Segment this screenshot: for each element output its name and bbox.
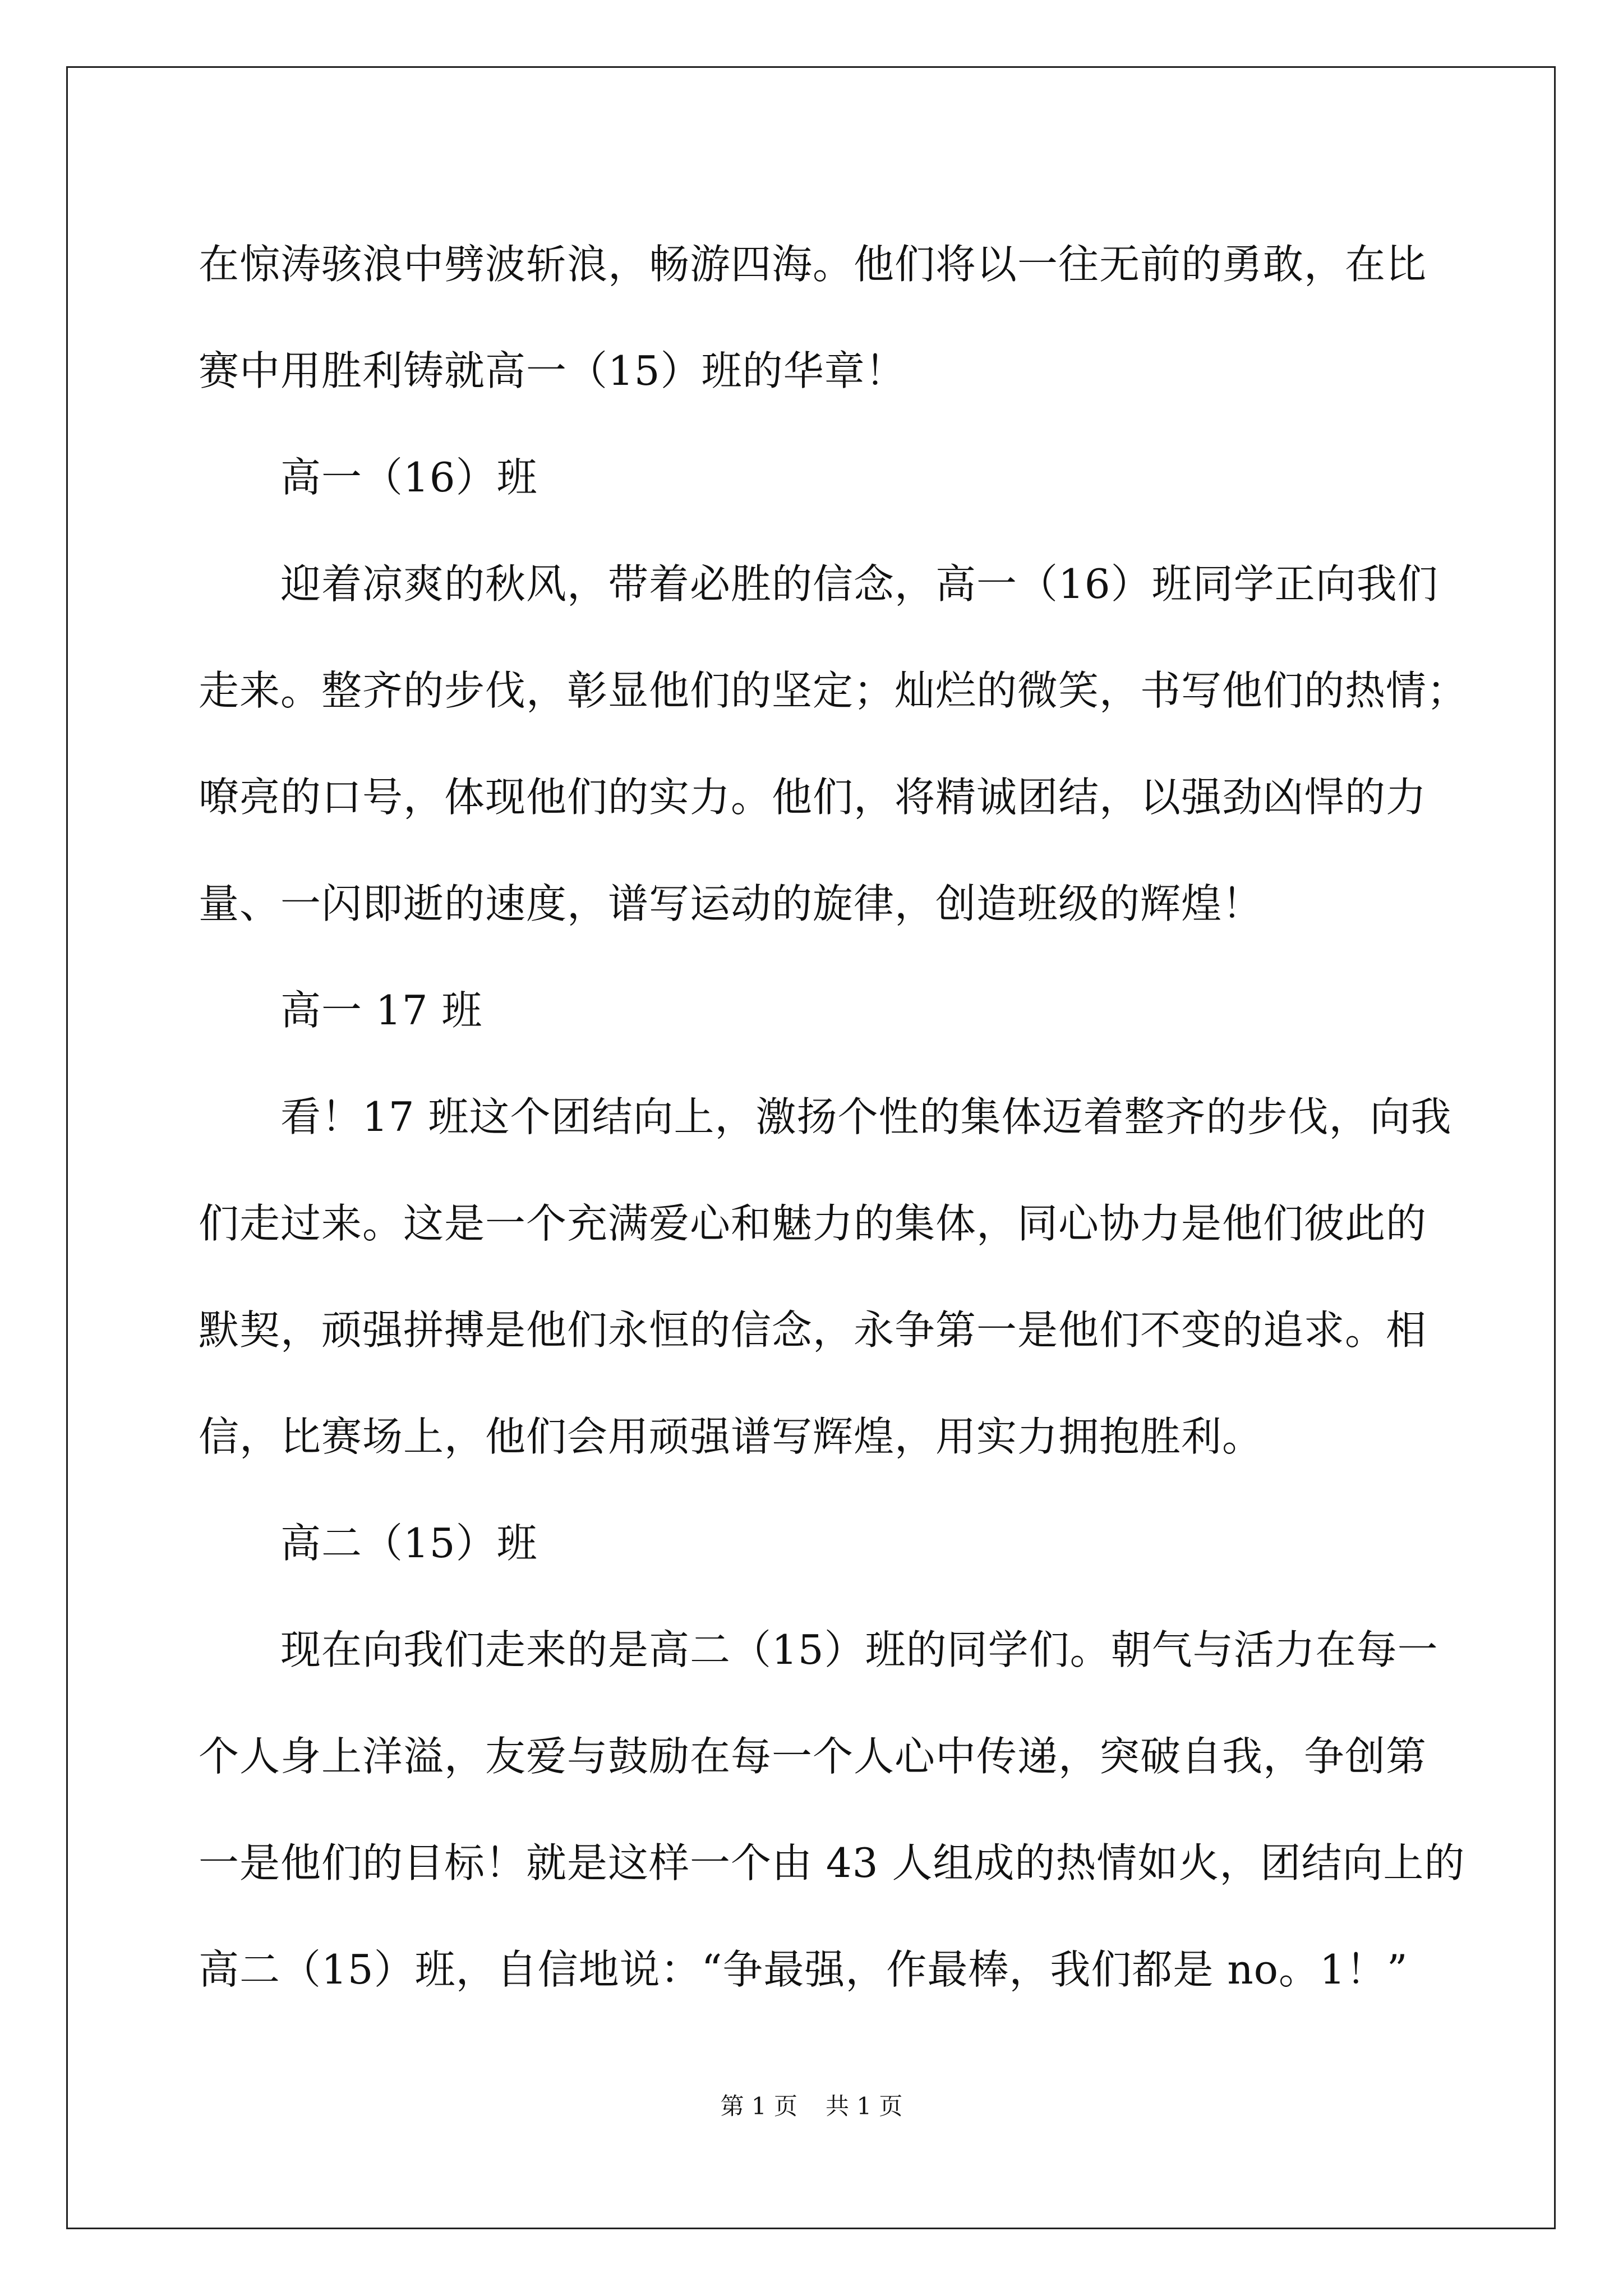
text-line: 信，比赛场上，他们会用顽强谱写辉煌，用实力拥抱胜利。	[199, 1413, 1264, 1460]
text-line: 高二（15）班，自信地说：“争最强，作最棒，我们都是 no。1！”	[199, 1946, 1408, 1993]
page-total: 共 1 页	[826, 2092, 903, 2120]
paragraph-first-line: 看！17 班这个团结向上，激扬个性的集体迈着整齐的步伐，向我	[280, 1093, 1452, 1140]
document-body	[199, 211, 1468, 2023]
text-line: 量、一闪即逝的速度，谱写运动的旋律，创造班级的辉煌！	[199, 880, 1264, 927]
page-footer	[0, 2090, 1623, 2123]
section-heading: 高二（15）班	[280, 1520, 538, 1567]
paragraph-first-line: 迎着凉爽的秋风，带着必胜的信念，高一（16）班同学正向我们	[280, 560, 1438, 608]
text-line: 赛中用胜利铸就高一（15）班的华章！	[199, 347, 906, 394]
section-heading: 高一 17 班	[280, 987, 483, 1034]
text-line: 个人身上洋溢，友爱与鼓励在每一个人心中传递，突破自我，争创第	[199, 1733, 1427, 1780]
text-line: 在惊涛骇浪中劈波斩浪，畅游四海。他们将以一往无前的勇敢，在比	[199, 241, 1427, 288]
text-line: 默契，顽强拼搏是他们永恒的信念，永争第一是他们不变的追求。相	[199, 1306, 1427, 1354]
text-line: 嘹亮的口号，体现他们的实力。他们，将精诚团结，以强劲凶悍的力	[199, 774, 1427, 821]
text-line: 一是他们的目标！就是这样一个由 43 人组成的热情如火，团结向上的	[199, 1839, 1465, 1887]
text-line: 们走过来。这是一个充满爱心和魅力的集体，同心协力是他们彼此的	[199, 1200, 1427, 1247]
text-line: 走来。整齐的步伐，彰显他们的坚定；灿烂的微笑，书写他们的热情；	[199, 667, 1468, 714]
paragraph-first-line: 现在向我们走来的是高二（15）班的同学们。朝气与活力在每一	[280, 1626, 1438, 1673]
page-number: 第 1 页	[720, 2092, 797, 2120]
section-heading: 高一（16）班	[280, 454, 538, 501]
